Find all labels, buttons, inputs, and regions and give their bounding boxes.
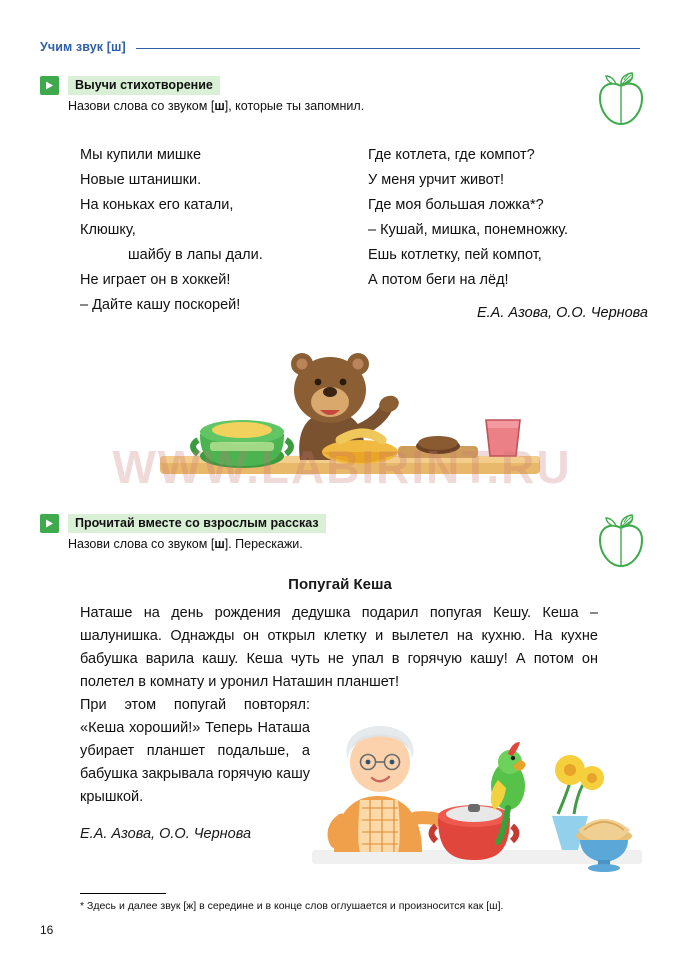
poem-line: Не играет он в хоккей! — [80, 272, 231, 288]
task-label-2: Прочитай вместе со взрослым рассказ — [68, 514, 326, 533]
poem-line: У меня урчит живот! — [368, 172, 505, 188]
story-title: Попугай Кеша — [288, 576, 392, 593]
apple-icon — [594, 512, 648, 570]
poem-line: шайбу в лапы дали. — [128, 247, 263, 263]
arrow-right-icon — [40, 76, 59, 95]
task-sub-prefix-1: Назови слова со звуком [ — [68, 99, 215, 114]
grandmother-parrot-illustration — [312, 700, 642, 872]
poem-line: Мы купили мишке — [80, 147, 202, 163]
task-sub-prefix-2: Назови слова со звуком [ — [68, 537, 215, 552]
poem-line: Клюшку, — [80, 222, 136, 238]
poem-line: На коньках его катали, — [80, 197, 234, 213]
task-sub-sound-1: ш — [214, 99, 225, 114]
task-sub-suffix-2: ]. Перескажи. — [224, 537, 303, 552]
task-block-2 — [40, 514, 640, 551]
story-paragraph-narrow: При этом попугай повторял: «Кеша хороший!» Теперь Наташа убирает планшет подальше, а бабушка закрывала горячую кашу крышкой. — [80, 697, 310, 805]
poem-line: – Кушай, мишка, понемножку. — [368, 222, 569, 238]
poem-column-left — [80, 143, 360, 318]
poem-column-right — [368, 143, 648, 326]
task-label-1: Выучи стихотворение — [68, 76, 220, 95]
poem-line: Где котлета, где компот? — [368, 147, 535, 163]
bear-illustration — [150, 328, 550, 508]
watermark: WWW.LABIRINT.RU — [112, 441, 572, 493]
header-divider — [136, 48, 640, 49]
poem-line: Новые штанишки. — [80, 172, 202, 188]
footnote-divider — [80, 893, 166, 894]
task-heading-row-1 — [40, 76, 640, 95]
apple-icon — [594, 70, 648, 128]
poem-author: Е.А. Азова, О.О. Чернова — [476, 305, 648, 321]
story-paragraph-wide — [80, 602, 598, 694]
poem-line: А потом беги на лёд! — [368, 272, 509, 288]
poem-line: Ешь котлетку, пей компот, — [368, 247, 542, 263]
poem-line: Где моя большая ложка*? — [368, 197, 544, 213]
story-author: Е.А. Азова, О.О. Чернова — [80, 826, 252, 842]
footnote-text: * Здесь и далее звук [ж] в середине и в конце слов оглушается и произносится как [ш]. — [80, 900, 504, 912]
task-block-1 — [40, 76, 640, 113]
page-header — [40, 36, 640, 58]
arrow-right-icon — [40, 514, 59, 533]
story-text-wide: Наташе на день рождения дедушка подарил попугая Кешу. Кеша – шалунишка. Однажды он открыл клетку и вылетел на кухню. На кухне бабушка варила кашу. Кеша чуть не упал в горячую кашу! А потом он полетел в комнату и уронил Наташин планшет! — [80, 605, 598, 690]
task-subtitle-2 — [68, 537, 640, 551]
page-title: Учим звук [ш] — [40, 40, 126, 54]
task-sub-suffix-1: ], которые ты запомнил. — [224, 99, 365, 114]
poem-line: – Дайте кашу поскорей! — [80, 297, 241, 313]
task-subtitle-1 — [68, 99, 640, 113]
page-number: 16 — [40, 923, 54, 937]
task-heading-row-2 — [40, 514, 640, 533]
task-sub-sound-2: ш — [214, 537, 225, 552]
